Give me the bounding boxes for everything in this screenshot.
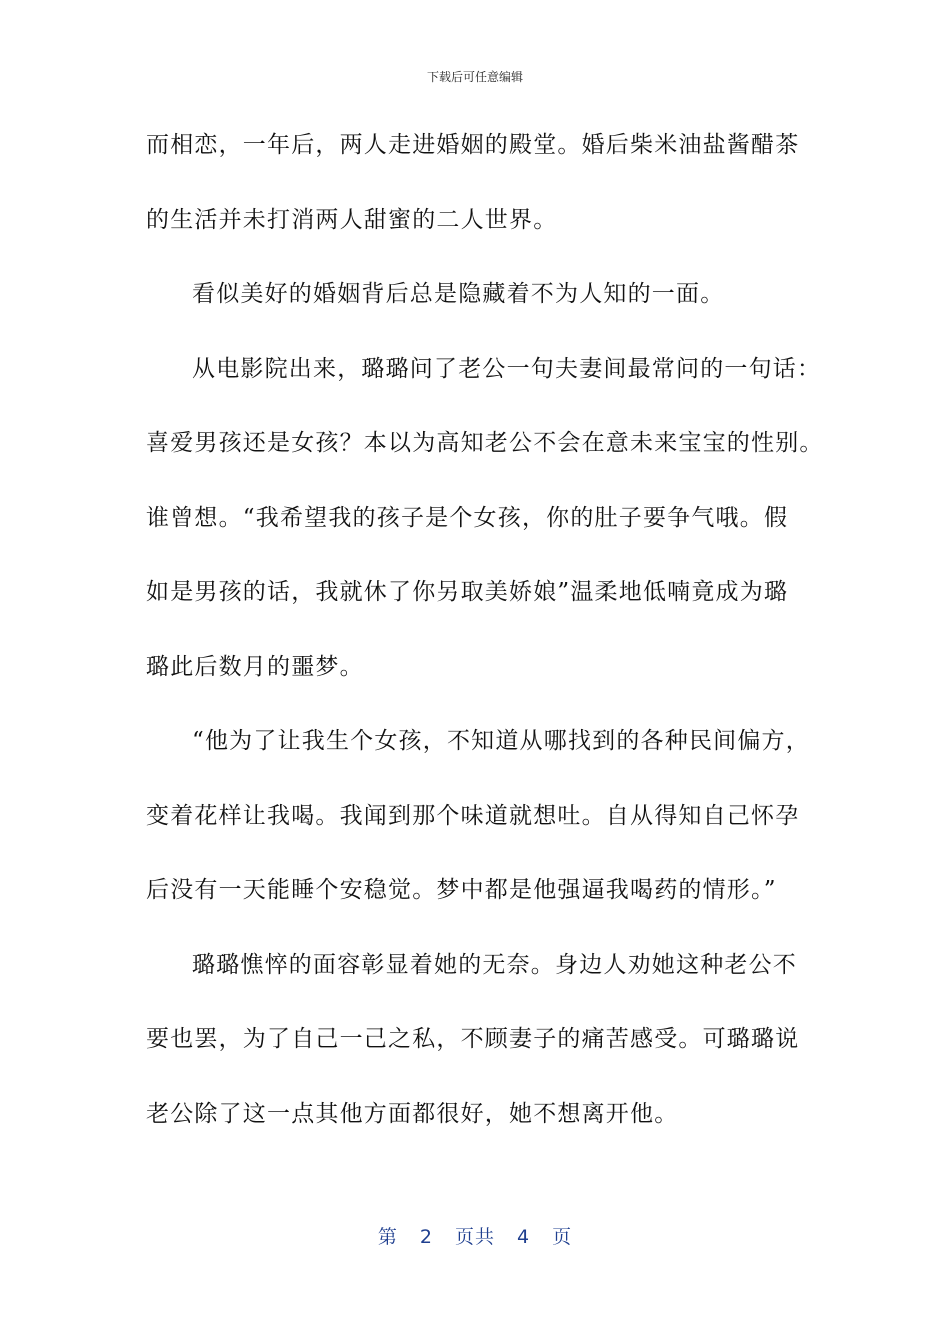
text-line: 如是男孩的话，我就休了你另取美娇娘”温柔地低喃竟成为璐	[146, 579, 789, 605]
text-line: 老公除了这一点其他方面都很好，她不想离开他。	[146, 1100, 679, 1127]
current-page-number: 2	[419, 1226, 433, 1248]
text-line: “他为了让我生个女孩，不知道从哪找到的各种民间偏方，	[192, 728, 810, 754]
text-line: 的生活并未打消两人甜蜜的二人世界。	[146, 206, 558, 233]
page-label-middle: 页共	[454, 1226, 495, 1248]
text-line: 要也罢，为了自己一己之私，不顾妻子的痛苦感受。可璐璐说	[146, 1026, 800, 1052]
text-line: 璐璐憔悴的面容彰显着她的无奈。身边人劝她这种老公不	[192, 951, 797, 978]
page-header-note: 下载后可任意编辑	[426, 70, 523, 84]
page-footer	[0, 1222, 950, 1249]
page-label-prefix: 第	[377, 1226, 398, 1248]
total-page-count: 4	[517, 1226, 531, 1248]
text-line: 变着花样让我喝。我闻到那个味道就想吐。自从得知自己怀孕	[146, 802, 800, 829]
text-line: 而相恋，一年后，两人走进婚姻的殿堂。婚后柴米油盐酱醋茶	[146, 132, 800, 158]
text-line: 谁曾想。“我希望我的孩子是个女孩，你的肚子要争气哦。假	[146, 504, 789, 531]
text-line: 后没有一天能睡个安稳觉。梦中都是他强逼我喝药的情形。”	[146, 877, 777, 903]
text-line: 从电影院出来，璐璐问了老公一句夫妻间最常问的一句话：	[192, 355, 822, 382]
text-line: 看似美好的婚姻背后总是隐藏着不为人知的一面。	[192, 281, 725, 307]
text-line: 喜爱男孩还是女孩？本以为高知老公不会在意未来宝宝的性别。	[146, 430, 824, 456]
page-label-suffix: 页	[552, 1226, 573, 1248]
text-line: 璐此后数月的噩梦。	[146, 653, 364, 680]
document-body	[146, 118, 824, 1161]
